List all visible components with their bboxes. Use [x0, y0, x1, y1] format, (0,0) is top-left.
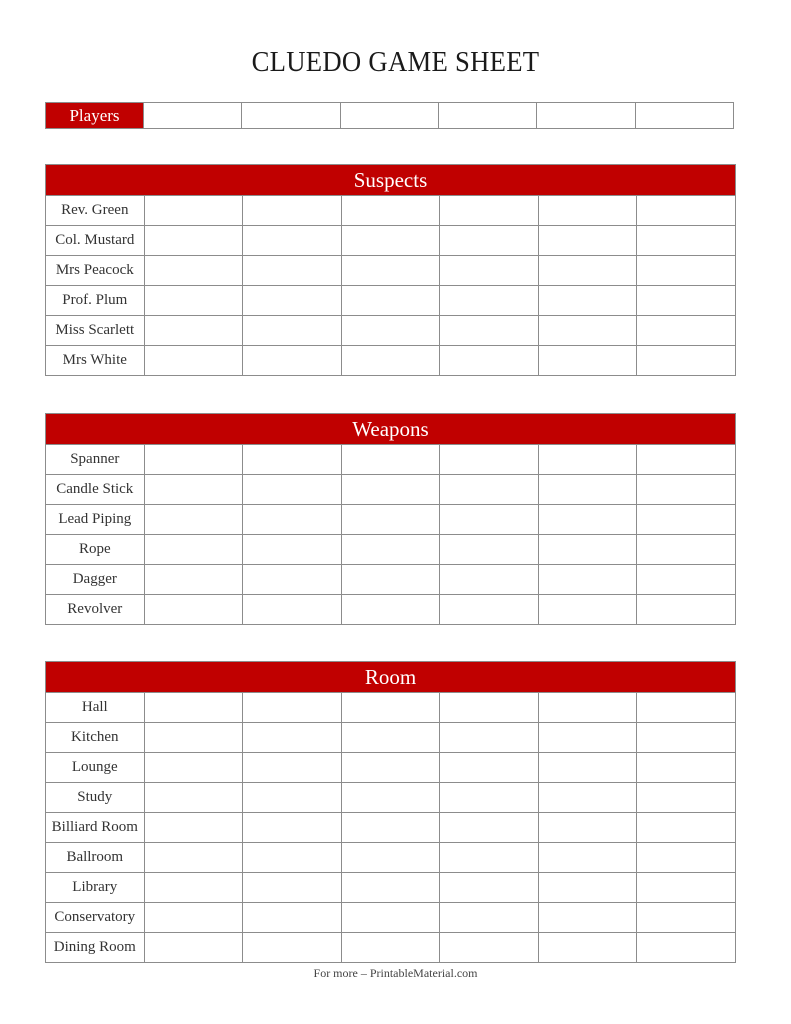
check-cell-player-2[interactable] — [243, 873, 342, 903]
check-cell-player-5[interactable] — [538, 813, 637, 843]
check-cell-player-1[interactable] — [144, 565, 243, 595]
check-cell-player-4[interactable] — [440, 753, 539, 783]
check-cell-player-4[interactable] — [440, 196, 539, 226]
check-cell-player-2[interactable] — [243, 903, 342, 933]
check-cell-player-5[interactable] — [538, 565, 637, 595]
check-cell-player-3[interactable] — [341, 535, 440, 565]
check-cell-player-6[interactable] — [637, 256, 736, 286]
check-cell-player-2[interactable] — [243, 843, 342, 873]
check-cell-player-3[interactable] — [341, 565, 440, 595]
table-row — [46, 595, 736, 625]
check-cell-player-5[interactable] — [538, 723, 637, 753]
check-cell-player-6[interactable] — [637, 445, 736, 475]
row-label: Candle Stick — [46, 475, 145, 505]
rooms-table — [45, 661, 736, 963]
table-row — [46, 813, 736, 843]
check-cell-player-6[interactable] — [637, 873, 736, 903]
suspects-table — [45, 164, 736, 376]
check-cell-player-2[interactable] — [243, 535, 342, 565]
check-cell-player-4[interactable] — [440, 933, 539, 963]
check-cell-player-5[interactable] — [538, 783, 637, 813]
check-cell-player-2[interactable] — [243, 565, 342, 595]
check-cell-player-5[interactable] — [538, 753, 637, 783]
check-cell-player-2[interactable] — [243, 346, 342, 376]
table-row — [46, 505, 736, 535]
footer-credit: For more – PrintableMaterial.com — [313, 966, 478, 980]
check-cell-player-6[interactable] — [637, 903, 736, 933]
suspects-header: Suspects — [46, 165, 736, 196]
table-row — [46, 693, 736, 723]
check-cell-player-1[interactable] — [144, 693, 243, 723]
check-cell-player-3[interactable] — [341, 595, 440, 625]
check-cell-player-2[interactable] — [243, 693, 342, 723]
weapons-table — [45, 413, 736, 625]
check-cell-player-3[interactable] — [341, 475, 440, 505]
check-cell-player-5[interactable] — [538, 445, 637, 475]
check-cell-player-6[interactable] — [637, 933, 736, 963]
check-cell-player-6[interactable] — [637, 595, 736, 625]
check-cell-player-3[interactable] — [341, 693, 440, 723]
row-label: Lead Piping — [46, 505, 145, 535]
check-cell-player-3[interactable] — [341, 505, 440, 535]
check-cell-player-6[interactable] — [637, 693, 736, 723]
table-row — [46, 475, 736, 505]
table-row — [46, 723, 736, 753]
check-cell-player-5[interactable] — [538, 693, 637, 723]
player-slot-1[interactable] — [144, 103, 242, 129]
check-cell-player-1[interactable] — [144, 505, 243, 535]
check-cell-player-6[interactable] — [637, 843, 736, 873]
check-cell-player-3[interactable] — [341, 933, 440, 963]
check-cell-player-1[interactable] — [144, 346, 243, 376]
row-label: Dagger — [46, 565, 145, 595]
check-cell-player-1[interactable] — [144, 783, 243, 813]
check-cell-player-3[interactable] — [341, 753, 440, 783]
check-cell-player-6[interactable] — [637, 753, 736, 783]
table-row — [46, 226, 736, 256]
player-slot-4[interactable] — [438, 103, 536, 129]
check-cell-player-2[interactable] — [243, 723, 342, 753]
check-cell-player-6[interactable] — [637, 783, 736, 813]
page-title: CLUEDO GAME SHEET — [251, 46, 540, 78]
row-label: Dining Room — [46, 933, 145, 963]
table-row — [46, 753, 736, 783]
check-cell-player-1[interactable] — [144, 933, 243, 963]
check-cell-player-5[interactable] — [538, 933, 637, 963]
check-cell-player-2[interactable] — [243, 475, 342, 505]
check-cell-player-1[interactable] — [144, 316, 243, 346]
table-row — [46, 903, 736, 933]
player-slot-6[interactable] — [635, 103, 733, 129]
check-cell-player-3[interactable] — [341, 873, 440, 903]
check-cell-player-1[interactable] — [144, 813, 243, 843]
check-cell-player-2[interactable] — [243, 505, 342, 535]
row-label: Lounge — [46, 753, 145, 783]
check-cell-player-5[interactable] — [538, 196, 637, 226]
check-cell-player-5[interactable] — [538, 535, 637, 565]
check-cell-player-6[interactable] — [637, 475, 736, 505]
check-cell-player-5[interactable] — [538, 843, 637, 873]
check-cell-player-2[interactable] — [243, 256, 342, 286]
check-cell-player-5[interactable] — [538, 256, 637, 286]
check-cell-player-6[interactable] — [637, 196, 736, 226]
check-cell-player-1[interactable] — [144, 903, 243, 933]
table-row — [46, 873, 736, 903]
table-row — [46, 783, 736, 813]
check-cell-player-5[interactable] — [538, 316, 637, 346]
row-label: Conservatory — [46, 903, 145, 933]
row-label: Mrs White — [46, 346, 145, 376]
table-row — [46, 346, 736, 376]
check-cell-player-2[interactable] — [243, 196, 342, 226]
players-table — [45, 102, 734, 129]
check-cell-player-5[interactable] — [538, 595, 637, 625]
check-cell-player-1[interactable] — [144, 723, 243, 753]
check-cell-player-5[interactable] — [538, 505, 637, 535]
players-row — [46, 103, 734, 129]
row-label: Col. Mustard — [46, 226, 145, 256]
check-cell-player-3[interactable] — [341, 813, 440, 843]
check-cell-player-4[interactable] — [440, 286, 539, 316]
check-cell-player-3[interactable] — [341, 226, 440, 256]
check-cell-player-2[interactable] — [243, 226, 342, 256]
table-row — [46, 196, 736, 226]
check-cell-player-4[interactable] — [440, 693, 539, 723]
row-label: Miss Scarlett — [46, 316, 145, 346]
check-cell-player-2[interactable] — [243, 813, 342, 843]
check-cell-player-3[interactable] — [341, 346, 440, 376]
table-row — [46, 286, 736, 316]
check-cell-player-4[interactable] — [440, 565, 539, 595]
row-label: Billiard Room — [46, 813, 145, 843]
check-cell-player-3[interactable] — [341, 843, 440, 873]
rooms-header: Room — [46, 662, 736, 693]
check-cell-player-1[interactable] — [144, 226, 243, 256]
check-cell-player-2[interactable] — [243, 445, 342, 475]
check-cell-player-1[interactable] — [144, 873, 243, 903]
check-cell-player-5[interactable] — [538, 903, 637, 933]
check-cell-player-3[interactable] — [341, 903, 440, 933]
row-label: Library — [46, 873, 145, 903]
check-cell-player-4[interactable] — [440, 843, 539, 873]
row-label: Ballroom — [46, 843, 145, 873]
check-cell-player-1[interactable] — [144, 535, 243, 565]
player-slot-5[interactable] — [537, 103, 635, 129]
check-cell-player-4[interactable] — [440, 256, 539, 286]
check-cell-player-6[interactable] — [637, 535, 736, 565]
check-cell-player-1[interactable] — [144, 475, 243, 505]
row-label: Hall — [46, 693, 145, 723]
check-cell-player-3[interactable] — [341, 783, 440, 813]
check-cell-player-5[interactable] — [538, 286, 637, 316]
check-cell-player-3[interactable] — [341, 196, 440, 226]
check-cell-player-6[interactable] — [637, 565, 736, 595]
check-cell-player-6[interactable] — [637, 346, 736, 376]
check-cell-player-2[interactable] — [243, 933, 342, 963]
check-cell-player-4[interactable] — [440, 226, 539, 256]
check-cell-player-4[interactable] — [440, 316, 539, 346]
check-cell-player-1[interactable] — [144, 445, 243, 475]
check-cell-player-4[interactable] — [440, 505, 539, 535]
check-cell-player-2[interactable] — [243, 783, 342, 813]
check-cell-player-4[interactable] — [440, 783, 539, 813]
table-row — [46, 565, 736, 595]
check-cell-player-2[interactable] — [243, 316, 342, 346]
table-row — [46, 256, 736, 286]
check-cell-player-4[interactable] — [440, 535, 539, 565]
check-cell-player-1[interactable] — [144, 196, 243, 226]
check-cell-player-3[interactable] — [341, 723, 440, 753]
check-cell-player-4[interactable] — [440, 475, 539, 505]
player-slot-2[interactable] — [242, 103, 340, 129]
check-cell-player-6[interactable] — [637, 226, 736, 256]
table-row — [46, 535, 736, 565]
check-cell-player-6[interactable] — [637, 286, 736, 316]
check-cell-player-1[interactable] — [144, 753, 243, 783]
table-row — [46, 933, 736, 963]
row-label: Rope — [46, 535, 145, 565]
check-cell-player-5[interactable] — [538, 346, 637, 376]
check-cell-player-4[interactable] — [440, 873, 539, 903]
table-row — [46, 316, 736, 346]
row-label: Rev. Green — [46, 196, 145, 226]
weapons-header: Weapons — [46, 414, 736, 445]
check-cell-player-3[interactable] — [341, 286, 440, 316]
table-row — [46, 445, 736, 475]
row-label: Mrs Peacock — [46, 256, 145, 286]
check-cell-player-4[interactable] — [440, 346, 539, 376]
check-cell-player-3[interactable] — [341, 256, 440, 286]
check-cell-player-1[interactable] — [144, 595, 243, 625]
check-cell-player-6[interactable] — [637, 813, 736, 843]
check-cell-player-2[interactable] — [243, 595, 342, 625]
check-cell-player-1[interactable] — [144, 843, 243, 873]
check-cell-player-3[interactable] — [341, 316, 440, 346]
table-row — [46, 843, 736, 873]
check-cell-player-2[interactable] — [243, 286, 342, 316]
players-label: Players — [46, 103, 144, 129]
check-cell-player-2[interactable] — [243, 753, 342, 783]
check-cell-player-6[interactable] — [637, 316, 736, 346]
check-cell-player-4[interactable] — [440, 723, 539, 753]
check-cell-player-1[interactable] — [144, 286, 243, 316]
row-label: Study — [46, 783, 145, 813]
check-cell-player-5[interactable] — [538, 873, 637, 903]
row-label: Prof. Plum — [46, 286, 145, 316]
check-cell-player-6[interactable] — [637, 505, 736, 535]
row-label: Revolver — [46, 595, 145, 625]
check-cell-player-4[interactable] — [440, 903, 539, 933]
check-cell-player-5[interactable] — [538, 226, 637, 256]
check-cell-player-6[interactable] — [637, 723, 736, 753]
check-cell-player-4[interactable] — [440, 445, 539, 475]
check-cell-player-1[interactable] — [144, 256, 243, 286]
row-label: Kitchen — [46, 723, 145, 753]
check-cell-player-4[interactable] — [440, 813, 539, 843]
check-cell-player-4[interactable] — [440, 595, 539, 625]
check-cell-player-3[interactable] — [341, 445, 440, 475]
row-label: Spanner — [46, 445, 145, 475]
check-cell-player-5[interactable] — [538, 475, 637, 505]
player-slot-3[interactable] — [340, 103, 438, 129]
